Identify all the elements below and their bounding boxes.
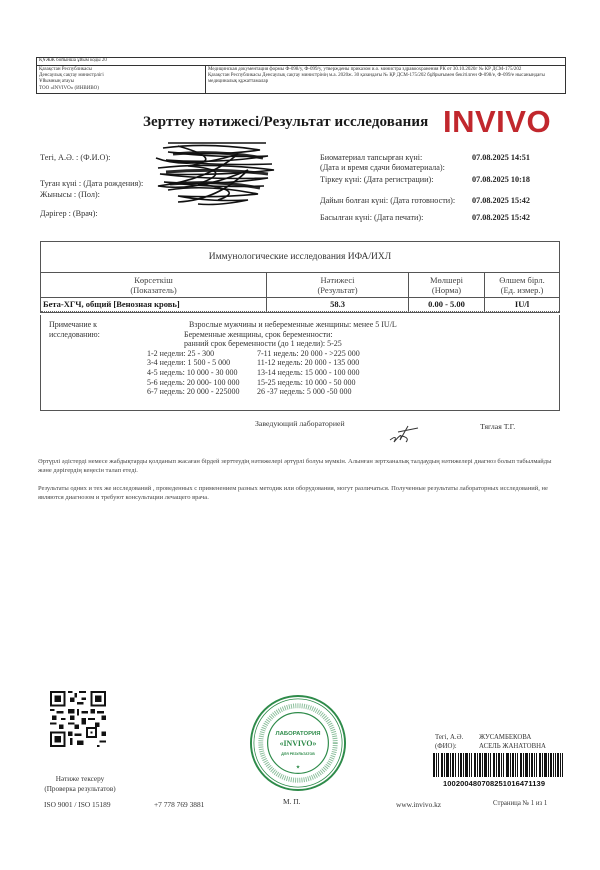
results-table <box>40 241 560 313</box>
note-label: Примечание к исследованию: <box>49 320 100 339</box>
col-result <box>267 273 409 297</box>
qr-label-kz: Нәтиже тексеру <box>55 775 105 783</box>
ministry-info <box>37 66 206 93</box>
col-ru: (Результат) <box>317 285 358 295</box>
label-kz: Биоматериал тапсырған күні: <box>320 153 423 162</box>
label-kz: Тегі, А.Ә. <box>435 734 464 741</box>
week-range: 1-2 недели: 25 - 300 <box>147 348 215 358</box>
doctor-label: Дәрігер : (Врач): <box>40 209 98 218</box>
barcode-patient-label <box>435 733 463 751</box>
patient-dob-label: Туған күні : (Дата рождения): <box>40 179 144 188</box>
study-note <box>40 315 560 411</box>
given-names: АСЕЛЬ ЖАНАТОВНА <box>479 743 546 750</box>
week-range: 13-14 недель: 15 000 - 100 000 <box>257 367 360 377</box>
col-kz: Мөлшері <box>430 275 463 285</box>
week-range: 6-7 недель: 20 000 - 225000 <box>147 387 240 397</box>
disclaimer-ru: Результаты одних и тех же исследований , проведенных с применением разных методик или оборудования, могут различаться. Полученные результаты лабораторных исследований, не являются диагнозом и требуют консультации лечащего врача. <box>38 485 548 501</box>
ready-date-value: 07.08.2025 15:42 <box>472 196 530 205</box>
ministry-line: Қазақстан Республикасы <box>39 67 92 72</box>
org-code: ҚҰЖЖ бойынша ұйым коды 20 <box>37 58 565 66</box>
note-line: Беременные женщины, срок беременности: <box>184 329 333 339</box>
weeks-grid <box>147 349 397 397</box>
col-kz: Нәтижесі <box>320 275 355 285</box>
iso-certification: ISO 9001 / ISO 15189 <box>44 800 111 809</box>
registration-date-label: Тіркеу күні: (Дата регистрации): <box>320 175 434 184</box>
lab-stamp <box>249 694 347 792</box>
biomaterial-date-value: 07.08.2025 14:51 <box>472 153 530 162</box>
print-date-value: 07.08.2025 15:42 <box>472 213 530 222</box>
form-line-kz: Қазақстан Республикасы Денсаулық сақтау министрінің м.а. 2020ж. 30 қазандағы № ҚР ДСМ-175/202 бұйрығымен бекітілген Ф-098/е, Ф-099/е нысанындағы медициналық құжаттамалар <box>208 73 545 85</box>
phone-number[interactable]: +7 778 769 3881 <box>154 800 205 809</box>
table-row <box>41 298 559 312</box>
svg-text:«INVIVO»: «INVIVO» <box>279 738 317 748</box>
page-number: Страница № 1 из 1 <box>493 800 548 807</box>
barcode-number: 100200480708251016471139 <box>443 779 546 788</box>
label-ru: (ФИО): <box>435 743 457 750</box>
week-range: 4-5 недель: 10 000 - 30 000 <box>147 367 238 377</box>
barcode-patient-name <box>479 733 546 751</box>
form-line-ru: Медицинская документация формы Ф-098/у, Ф-099/у, утверждены приказом и.о. министра здравоохранения РК от 30.10.2020г № КР ДСМ-175/202 <box>208 67 522 72</box>
table-header <box>41 273 559 298</box>
col-norm <box>409 273 485 297</box>
lab-head-label: Заведующий лабораторией <box>255 419 345 428</box>
patient-name-label: Тегі, А.Ә. : (Ф.И.О): <box>40 153 111 162</box>
lab-head-name: Тяглая Т.Г. <box>480 422 516 431</box>
barcode <box>433 753 563 777</box>
col-indicator <box>41 273 267 297</box>
disclaimer-kz: Әртүрлі әдістерді немесе жабдықтарды қолданып жасаған бірдей зерттеудің нәтижелері әртүрлі болуы мүмкін. Алынған зертханалық талдаудың нәтижелері диагноз болып табылмайды және дәрігердің кеңесін талап етеді. <box>38 458 552 474</box>
section-title: Иммунологические исследования ИФА/ИХЛ <box>41 242 559 273</box>
form-info <box>206 66 565 93</box>
registration-date-value: 07.08.2025 10:18 <box>472 175 530 184</box>
week-range: 15-25 недель: 10 000 - 50 000 <box>257 377 356 387</box>
col-ru: (Ед. измер.) <box>500 285 544 295</box>
week-range: 5-6 недель: 20 000- 100 000 <box>147 377 240 387</box>
invivo-logo: INVIVO <box>443 104 552 139</box>
svg-text:★: ★ <box>295 765 301 771</box>
col-ru: (Норма) <box>431 285 462 295</box>
print-date-label: Басылған күні: (Дата печати): <box>320 213 424 222</box>
label-ru: (Дата и время сдачи биоматериала): <box>320 163 445 172</box>
qr-code[interactable] <box>50 691 106 747</box>
week-range: 7-11 недель: 20 000 - >225 000 <box>257 348 360 358</box>
ministry-line: ТОО «INVIVO» (ИНВИВО) <box>39 85 99 91</box>
ministry-line: Ұйымның атауы <box>39 79 74 85</box>
surname: ЖУСАМБЕКОВА <box>479 734 532 741</box>
patient-sex-label: Жынысы : (Пол): <box>40 190 100 199</box>
qr-verify-label <box>40 774 120 794</box>
stamp-place-label: М. П. <box>283 797 301 806</box>
redaction-scribble <box>148 140 278 210</box>
regulatory-header-box <box>36 57 566 94</box>
page-title: Зерттеу нәтижесі/Результат исследования <box>143 114 429 130</box>
indicator-cell: Бета-ХГЧ, общий [Венозная кровь] <box>41 298 267 311</box>
svg-text:ДЛЯ РЕЗУЛЬТАТОВ: ДЛЯ РЕЗУЛЬТАТОВ <box>281 751 315 756</box>
signature-mark <box>384 420 424 444</box>
unit-cell: IU/l <box>514 299 530 309</box>
col-kz: Өлшем бірл. <box>499 275 545 285</box>
note-body <box>149 320 397 397</box>
note-line: Взрослые мужчины и небеременные женщины: менее 5 IU/L <box>189 320 397 329</box>
norm-cell: 0.00 - 5.00 <box>409 298 485 311</box>
website-link[interactable]: www.invivo.kz <box>396 800 442 809</box>
week-range: 26 -37 недель: 5 000 -50 000 <box>257 387 352 397</box>
biomaterial-date-label <box>320 153 445 173</box>
note-line: ранний срок беременности (до 1 недели): 5-25 <box>184 339 342 349</box>
ministry-line: Денсаулық сақтау министрлігі <box>39 73 104 79</box>
result-cell: 58.3 <box>267 298 409 311</box>
col-ru: (Показатель) <box>130 285 177 295</box>
svg-text:ЛАБОРАТОРИЯ: ЛАБОРАТОРИЯ <box>275 731 321 738</box>
col-unit <box>485 273 559 297</box>
week-range: 3-4 недели: 1 500 - 5 000 <box>147 358 231 368</box>
week-range: 11-12 недель: 20 000 - 135 000 <box>257 358 360 368</box>
col-kz: Көрсеткіш <box>134 275 173 285</box>
ready-date-label: Дайын болған күні: (Дата готовности): <box>320 196 456 205</box>
qr-label-ru: (Проверка результатов) <box>44 785 116 793</box>
